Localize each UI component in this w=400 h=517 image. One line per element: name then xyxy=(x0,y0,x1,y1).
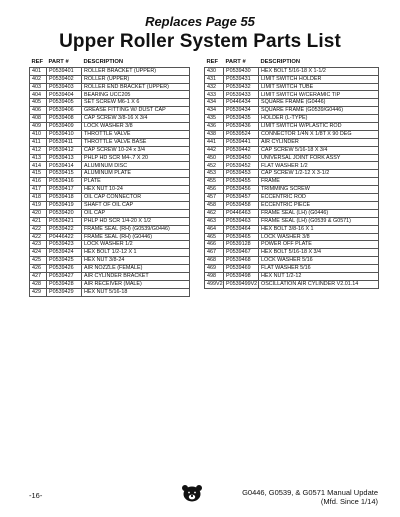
part-number-cell: P0539458 xyxy=(224,201,259,209)
table-row xyxy=(205,194,379,202)
ref-cell: 421 xyxy=(30,217,47,225)
description-cell: AIR RECEIVER (MALE) xyxy=(82,280,190,288)
table-row xyxy=(205,107,379,115)
description-cell: OSCILLATION AIR CYLINDER V2.01.14 xyxy=(259,280,379,288)
ref-cell: 436 xyxy=(205,123,224,131)
part-number-cell: P0539464 xyxy=(224,225,259,233)
part-number-cell: P0539416 xyxy=(47,178,82,186)
part-number-cell: P0539457 xyxy=(224,194,259,202)
part-number-cell: P0539498 xyxy=(224,272,259,280)
table-row xyxy=(205,209,379,217)
part-number-cell: P0539452 xyxy=(224,162,259,170)
part-number-header: PART # xyxy=(48,59,69,65)
table-row xyxy=(30,194,190,202)
table-header-row xyxy=(30,59,190,67)
part-number-cell: P0539432 xyxy=(224,83,259,91)
ref-cell: 456 xyxy=(205,186,224,194)
part-number-cell: P0539421 xyxy=(47,217,82,225)
description-cell: PHLP HD SCR M4-.7 X 20 xyxy=(82,154,190,162)
part-number-cell: P0539463 xyxy=(224,217,259,225)
description-cell: CONNECTOR 1/4N X 1/8T X 90 DEG xyxy=(259,130,379,138)
description-cell: HEX BOLT 5/16-18 X 1-1/2 xyxy=(259,67,379,75)
description-cell: ALUMINUM DISC xyxy=(82,162,190,170)
table-row xyxy=(205,233,379,241)
table-row xyxy=(30,67,190,75)
part-number-cell: P0539410 xyxy=(47,130,82,138)
part-number-cell: P0539423 xyxy=(47,241,82,249)
part-number-cell: P0539453 xyxy=(224,170,259,178)
part-number-cell: P0539524 xyxy=(224,130,259,138)
table-row xyxy=(30,225,190,233)
table-row xyxy=(205,170,379,178)
part-number-cell: P0539415 xyxy=(47,170,82,178)
part-number-cell: P0539425 xyxy=(47,257,82,265)
table-row xyxy=(30,280,190,288)
ref-cell: 453 xyxy=(205,170,224,178)
part-number-cell: P0539430 xyxy=(224,67,259,75)
part-number-cell: P0539455 xyxy=(224,178,259,186)
part-number-cell: P0539450 xyxy=(224,154,259,162)
part-number-cell: P0539418 xyxy=(47,194,82,202)
table-row xyxy=(30,83,190,91)
part-number-cell: P0539434 xyxy=(224,107,259,115)
ref-cell: 498 xyxy=(205,272,224,280)
table-row xyxy=(205,225,379,233)
description-cell: CAP SCREW 10-24 x 3/4 xyxy=(82,146,190,154)
description-header: DESCRIPTION xyxy=(260,59,301,65)
table-row xyxy=(30,288,190,296)
part-number-cell: P0539431 xyxy=(224,75,259,83)
description-cell: HOLDER (L-TYPE) xyxy=(259,115,379,123)
ref-cell: 403 xyxy=(30,83,47,91)
table-row xyxy=(30,178,190,186)
ref-cell: 401 xyxy=(30,67,47,75)
description-cell: ECCENTRIC PIECE xyxy=(259,201,379,209)
ref-cell: 469 xyxy=(205,265,224,273)
part-number-cell: P0539441 xyxy=(224,138,259,146)
description-header: DESCRIPTION xyxy=(83,59,124,65)
part-number-cell: P0539128 xyxy=(224,241,259,249)
table-row xyxy=(30,115,190,123)
description-cell: HEX BOLT 3/8-16 X 1 xyxy=(259,225,379,233)
ref-cell: 408 xyxy=(30,115,47,123)
table-row xyxy=(30,186,190,194)
table-row xyxy=(30,241,190,249)
replaces-page-note: Replaces Page 55 xyxy=(145,14,255,29)
part-number-cell: P0539428 xyxy=(47,280,82,288)
description-cell: LOCK WASHER 5/16 xyxy=(259,257,379,265)
bear-logo-icon xyxy=(181,484,203,502)
table-row xyxy=(30,249,190,257)
description-cell: THROTTLE VALVE BASE xyxy=(82,138,190,146)
part-number-cell: P0539413 xyxy=(47,154,82,162)
ref-cell: 455 xyxy=(205,178,224,186)
ref-cell: 438 xyxy=(205,130,224,138)
table-row xyxy=(30,201,190,209)
table-row xyxy=(205,115,379,123)
ref-cell: 413 xyxy=(30,154,47,162)
description-cell: HEX BOLT 5/16-18 X 3/4 xyxy=(259,249,379,257)
table-row xyxy=(205,265,379,273)
part-number-cell: P0539411 xyxy=(47,138,82,146)
ref-cell: 458 xyxy=(205,201,224,209)
ref-cell: 406 xyxy=(30,107,47,115)
table-row xyxy=(205,178,379,186)
ref-cell: 427 xyxy=(30,272,47,280)
part-number-cell: P0539429 xyxy=(47,288,82,296)
ref-cell: 415 xyxy=(30,170,47,178)
ref-cell: 418 xyxy=(30,194,47,202)
ref-cell: 450 xyxy=(205,154,224,162)
part-number-cell: P0539427 xyxy=(47,272,82,280)
part-number-cell: P0539405 xyxy=(47,99,82,107)
table-row xyxy=(205,257,379,265)
description-cell: CAP SCREW 5/16-18 X 3/4 xyxy=(259,146,379,154)
part-number-cell: P0446463 xyxy=(224,209,259,217)
description-cell: GREASE FITTING W/ DUST CAP xyxy=(82,107,190,115)
description-cell: FRAME SEAL (RH) (G0446) xyxy=(82,233,190,241)
table-row xyxy=(205,249,379,257)
part-number-cell: P0539467 xyxy=(224,249,259,257)
ref-cell: 433 xyxy=(205,91,224,99)
part-number-cell: P0446422 xyxy=(47,233,82,241)
description-cell: PHLP HD SCR 1/4-20 X 1/2 xyxy=(82,217,190,225)
description-cell: HEX NUT 1/2-12 xyxy=(259,272,379,280)
description-cell: TRIMMING SCREW xyxy=(259,186,379,194)
description-cell: FRAME SEAL (RH) (G0539/G0446) xyxy=(82,225,190,233)
part-number-cell: P0539422 xyxy=(47,225,82,233)
part-number-cell: P0539468 xyxy=(224,257,259,265)
description-cell: HEX BOLT 1/2-12 X 1 xyxy=(82,249,190,257)
manual-update-note xyxy=(242,488,378,506)
part-number-cell: P0539435 xyxy=(224,115,259,123)
description-cell: LOCK WASHER 1/2 xyxy=(82,241,190,249)
ref-cell: 465 xyxy=(205,233,224,241)
manufactured-since-line: (Mfd. Since 1/14) xyxy=(320,497,378,506)
description-cell: SQUARE FRAME (G0446) xyxy=(259,99,379,107)
ref-cell: 429 xyxy=(30,288,47,296)
table-row xyxy=(205,123,379,131)
table-row xyxy=(30,154,190,162)
part-number-cell: P0539424 xyxy=(47,249,82,257)
table-row xyxy=(205,186,379,194)
table-row xyxy=(30,162,190,170)
ref-cell: 423 xyxy=(30,241,47,249)
ref-cell: 411 xyxy=(30,138,47,146)
table-row xyxy=(205,154,379,162)
ref-cell: 466 xyxy=(205,241,224,249)
description-cell: FRAME SEAL (LH) (G0539 & G0571) xyxy=(259,217,379,225)
table-row xyxy=(30,123,190,131)
part-number-cell: P0539401 xyxy=(47,67,82,75)
description-cell: LOCK WASHER 3/8 xyxy=(82,123,190,131)
ref-cell: 419 xyxy=(30,201,47,209)
page-title: Upper Roller System Parts List xyxy=(59,31,341,52)
ref-cell: 432 xyxy=(205,83,224,91)
description-cell: SET SCREW M6-1 X 6 xyxy=(82,99,190,107)
table-row xyxy=(205,130,379,138)
description-cell: SQUARE FRAME (G0539/G0446) xyxy=(259,107,379,115)
ref-cell: 428 xyxy=(30,280,47,288)
part-number-cell: P0539406 xyxy=(47,107,82,115)
ref-cell: 405 xyxy=(30,99,47,107)
ref-cell: 468 xyxy=(205,257,224,265)
part-number-cell: P0539417 xyxy=(47,186,82,194)
part-number-cell: P0539414 xyxy=(47,162,82,170)
table-row xyxy=(30,209,190,217)
description-cell: LOCK WASHER 3/8 xyxy=(259,233,379,241)
description-cell: AIR NOZZLE (FEMALE) xyxy=(82,265,190,273)
description-cell: AIR CYLINDER BRACKET xyxy=(82,272,190,280)
description-cell: FLAT WASHER 1/2 xyxy=(259,162,379,170)
description-cell: FRAME SEAL (LH) (G0446) xyxy=(259,209,379,217)
part-number-cell: P0539412 xyxy=(47,146,82,154)
description-cell: LIMIT SWITCH W/CERAMIC TIP xyxy=(259,91,379,99)
ref-cell: 434 xyxy=(205,99,224,107)
ref-cell: 412 xyxy=(30,146,47,154)
parts-table-right xyxy=(204,59,379,289)
parts-table-left xyxy=(29,59,190,297)
ref-cell: 434 xyxy=(205,107,224,115)
parts-table-right-body xyxy=(205,67,379,288)
description-cell: BEARING UCC205 xyxy=(82,91,190,99)
manual-update-line: G0446, G0539, & G0571 Manual Update xyxy=(242,488,378,497)
description-cell: HEX NUT 5/16-18 xyxy=(82,288,190,296)
table-row xyxy=(205,162,379,170)
table-row xyxy=(205,146,379,154)
part-number-cell: P0539419 xyxy=(47,201,82,209)
ref-cell: 402 xyxy=(30,75,47,83)
table-row xyxy=(30,107,190,115)
description-cell: SHAFT OF OIL CAP xyxy=(82,201,190,209)
table-row xyxy=(30,257,190,265)
ref-cell: 422 xyxy=(30,225,47,233)
table-row xyxy=(30,272,190,280)
ref-cell: 457 xyxy=(205,194,224,202)
description-cell: FRAME xyxy=(259,178,379,186)
ref-cell: 441 xyxy=(205,138,224,146)
part-number-cell: P0539408 xyxy=(47,115,82,123)
ref-cell: 463 xyxy=(205,217,224,225)
description-cell: LIMIT SWITCH HOLDER xyxy=(259,75,379,83)
table-row xyxy=(205,75,379,83)
table-row xyxy=(205,138,379,146)
table-row xyxy=(30,265,190,273)
description-cell: ECCENTRIC ROD xyxy=(259,194,379,202)
table-row xyxy=(30,91,190,99)
ref-cell: 426 xyxy=(30,265,47,273)
table-row xyxy=(205,280,379,288)
description-cell: THROTTLE VALVE xyxy=(82,130,190,138)
table-row xyxy=(30,146,190,154)
table-row xyxy=(205,272,379,280)
part-number-cell: P0539456 xyxy=(224,186,259,194)
description-cell: LIMIT SWITCH W/PLASTIC ROD xyxy=(259,123,379,131)
ref-cell: 442 xyxy=(205,146,224,154)
table-row xyxy=(205,201,379,209)
description-cell: OIL CAP CONNECTOR xyxy=(82,194,190,202)
table-row xyxy=(205,83,379,91)
part-number-cell: P0539436 xyxy=(224,123,259,131)
part-number-cell: P0539420 xyxy=(47,209,82,217)
ref-cell: 431 xyxy=(205,75,224,83)
ref-cell: 464 xyxy=(205,225,224,233)
table-row xyxy=(30,233,190,241)
table-row xyxy=(30,99,190,107)
part-number-cell: P0539433 xyxy=(224,91,259,99)
description-cell: CAP SCREW 1/2-12 X 3-1/2 xyxy=(259,170,379,178)
table-header-row xyxy=(205,59,379,67)
description-cell: HEX NUT 3/8-24 xyxy=(82,257,190,265)
table-row xyxy=(30,170,190,178)
part-number-cell: P0539402 xyxy=(47,75,82,83)
description-cell: ROLLER (UPPER) xyxy=(82,75,190,83)
table-row xyxy=(205,217,379,225)
ref-cell: 414 xyxy=(30,162,47,170)
description-cell: ROLLER BRACKET (UPPER) xyxy=(82,67,190,75)
part-number-cell: P0539404 xyxy=(47,91,82,99)
table-row xyxy=(205,241,379,249)
table-row xyxy=(205,67,379,75)
ref-cell: 416 xyxy=(30,178,47,186)
description-cell: POWER OFF PLATE xyxy=(259,241,379,249)
ref-header: REF xyxy=(31,59,44,65)
part-number-cell: P0539426 xyxy=(47,265,82,273)
description-cell: PLATE xyxy=(82,178,190,186)
table-row xyxy=(205,99,379,107)
table-row xyxy=(30,75,190,83)
ref-cell: 430 xyxy=(205,67,224,75)
ref-cell: 422 xyxy=(30,233,47,241)
ref-header: REF xyxy=(206,59,219,65)
description-cell: ROLLER END BRACKET (UPPER) xyxy=(82,83,190,91)
ref-cell: 417 xyxy=(30,186,47,194)
part-number-cell: P0539442 xyxy=(224,146,259,154)
description-cell: HEX NUT 10-24 xyxy=(82,186,190,194)
description-cell: OIL CAP xyxy=(82,209,190,217)
page-number: -16- xyxy=(29,491,43,500)
ref-cell: 467 xyxy=(205,249,224,257)
description-cell: UNIVERSAL JOINT FORK ASSY xyxy=(259,154,379,162)
table-row xyxy=(30,130,190,138)
part-number-cell: P0539499V2 xyxy=(224,280,259,288)
ref-cell: 420 xyxy=(30,209,47,217)
part-number-cell: P0539403 xyxy=(47,83,82,91)
ref-cell: 425 xyxy=(30,257,47,265)
table-row xyxy=(30,138,190,146)
description-cell: AIR CYLINDER xyxy=(259,138,379,146)
description-cell: ALUMINUM PLATE xyxy=(82,170,190,178)
ref-cell: 435 xyxy=(205,115,224,123)
ref-cell: 452 xyxy=(205,162,224,170)
ref-cell: 499V2 xyxy=(205,280,224,288)
ref-cell: 410 xyxy=(30,130,47,138)
part-number-cell: P0539409 xyxy=(47,123,82,131)
description-cell: LIMIT SWITCH TUBE xyxy=(259,83,379,91)
ref-cell: 424 xyxy=(30,249,47,257)
ref-cell: 409 xyxy=(30,123,47,131)
description-cell: FLAT WASHER 5/16 xyxy=(259,265,379,273)
part-number-cell: P0539465 xyxy=(224,233,259,241)
ref-cell: 462 xyxy=(205,209,224,217)
part-number-cell: P0539469 xyxy=(224,265,259,273)
part-number-header: PART # xyxy=(225,59,246,65)
part-number-cell: P0446434 xyxy=(224,99,259,107)
description-cell: CAP SCREW 3/8-16 X 3/4 xyxy=(82,115,190,123)
table-row xyxy=(205,91,379,99)
table-row xyxy=(30,217,190,225)
ref-cell: 404 xyxy=(30,91,47,99)
parts-table-left-body xyxy=(30,67,190,296)
